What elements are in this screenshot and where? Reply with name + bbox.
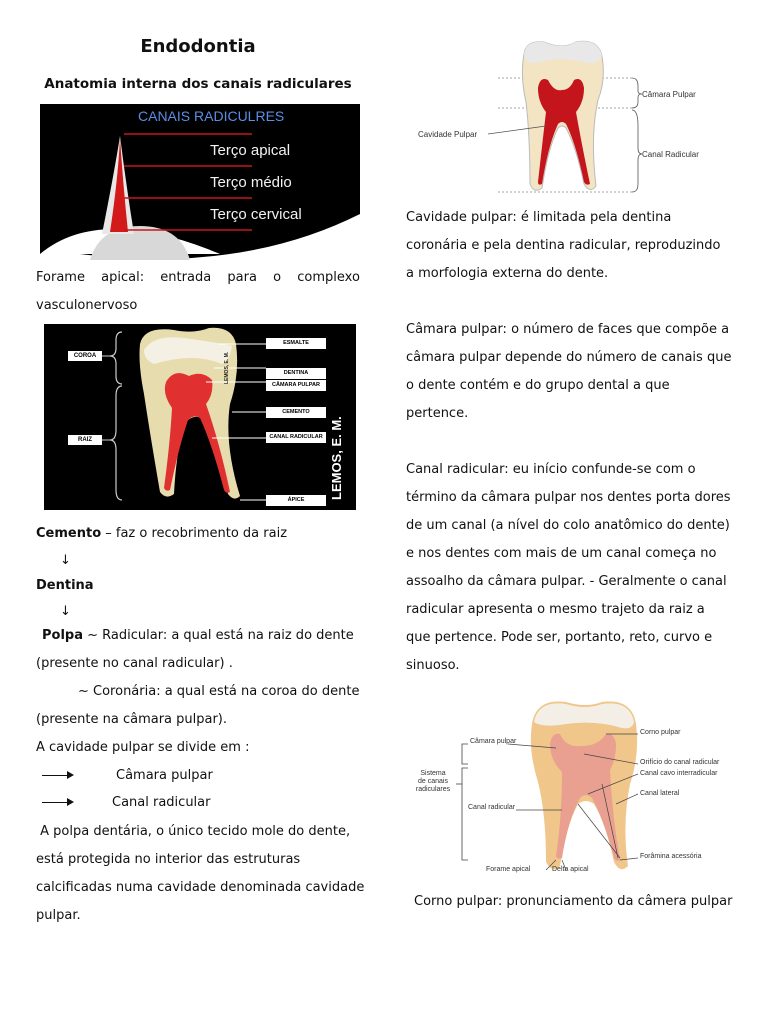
label-apice: ÁPICE xyxy=(287,497,305,503)
label-esmalte: ESMALTE xyxy=(283,340,309,346)
down-arrow-2: ↓ xyxy=(60,604,71,619)
credit-lemos-small: LEMOS, E. M. xyxy=(224,351,230,384)
figure-root-thirds xyxy=(40,104,360,260)
down-arrow-1: ↓ xyxy=(60,553,71,568)
label-dentina: DENTINA xyxy=(283,370,309,376)
label-sistema: Sistema de canais radiculares xyxy=(415,770,451,793)
credit-lemos: LEMOS, E. M. xyxy=(329,416,344,500)
polpa-dentaria-paragraph: A polpa dentária, o único tecido mole do dente, está protegida no interior das estruturas calcificadas numa cavidade denominada cavidade pulpar. xyxy=(36,824,365,923)
figure-cavidade-pulpar xyxy=(414,36,724,200)
list-item-camara: Câmara pulpar xyxy=(42,762,213,790)
label-canal-cavo: Canal cavo interradicular xyxy=(640,770,718,777)
figure-sistema-canais xyxy=(406,694,736,882)
dentina-line: Dentina xyxy=(36,578,94,593)
label-delta-apical: Delta apical xyxy=(552,866,589,873)
figure-heading: CANAIS RADICULRES xyxy=(138,108,285,124)
label-corno-pulpar: Corno pulpar xyxy=(640,729,681,736)
label-canal-lateral: Canal lateral xyxy=(640,790,680,797)
coronaria-line: ~ Coronária: a qual está na coroa do dente xyxy=(78,684,360,699)
polpa-line: Polpa ~ Radicular: a qual está na raiz do dente xyxy=(42,628,354,643)
label-orificio: Orifício do canal radicular xyxy=(640,759,720,766)
label-coroa: COROA xyxy=(73,353,97,359)
list-item-canal: Canal radicular xyxy=(42,789,210,817)
corno-caption: Corno pulpar: pronunciamento da câmera pulpar xyxy=(414,894,733,909)
page-title: Endodontia xyxy=(140,36,256,57)
forame-line-2: vasculonervoso xyxy=(36,298,138,313)
page-subtitle: Anatomia interna dos canais radiculares xyxy=(44,76,352,92)
forame-line: Forame apical: entrada para o complexo xyxy=(36,270,360,285)
label-cavidade-pulpar: Cavidade Pulpar xyxy=(418,130,478,139)
label-raiz: RAIZ xyxy=(78,437,92,443)
label-cemento: CEMENTO xyxy=(282,409,310,415)
arrow-right-icon xyxy=(42,775,72,777)
polpa-line-2: (presente no canal radicular) . xyxy=(36,656,233,671)
label-terco-medio: Terço médio xyxy=(210,174,292,191)
cemento-line: Cemento – faz o recobrimento da raiz xyxy=(36,526,288,541)
arrow-right-icon xyxy=(42,802,72,804)
divide-line: A cavidade pulpar se divide em : xyxy=(36,740,250,755)
label-terco-apical: Terço apical xyxy=(210,142,291,159)
coronaria-line-2: (presente na câmara pulpar). xyxy=(36,712,228,727)
label-camara-pulpar-fig4: Câmara pulpar xyxy=(470,738,517,745)
label-camara-pulpar-fig: Câmara Pulpar xyxy=(642,90,696,99)
label-foramina: Forâmina acessória xyxy=(640,853,702,860)
label-canal-radicular-fig4: Canal radicular xyxy=(468,804,516,811)
figure-tooth-anatomy xyxy=(44,324,356,510)
label-canal-radicular-fig: Canal Radicular xyxy=(642,150,699,159)
label-terco-cervical: Terço cervical xyxy=(210,206,302,223)
label-canal-radicular: CANAL RADICULAR xyxy=(269,434,323,440)
cavidade-paragraph: Cavidade pulpar: é limitada pela dentina coronária e pela dentina radicular, reproduzindo a morfologia externa do dente. xyxy=(406,210,721,281)
label-forame-apical: Forame apical xyxy=(486,866,531,873)
label-camara-pulpar: CÂMARA PULPAR xyxy=(272,382,320,388)
canal-paragraph: Canal radicular: eu início confunde-se com o término da câmara pulpar nos dentes porta dores de um canal (a nível do colo anatômico do dente) e nos dentes com mais de um canal começa no assoalho da câmara pulpar. - Geralmente o canal radicular apresenta o mesmo trajeto da raiz a que pertence. Pode ser, portanto, reto, curvo e sinuoso. xyxy=(406,462,731,673)
camara-paragraph: Câmara pulpar: o número de faces que compõe a câmara pulpar depende do número de canais que o dente contém e do grupo dental a que pertence. xyxy=(406,322,732,421)
